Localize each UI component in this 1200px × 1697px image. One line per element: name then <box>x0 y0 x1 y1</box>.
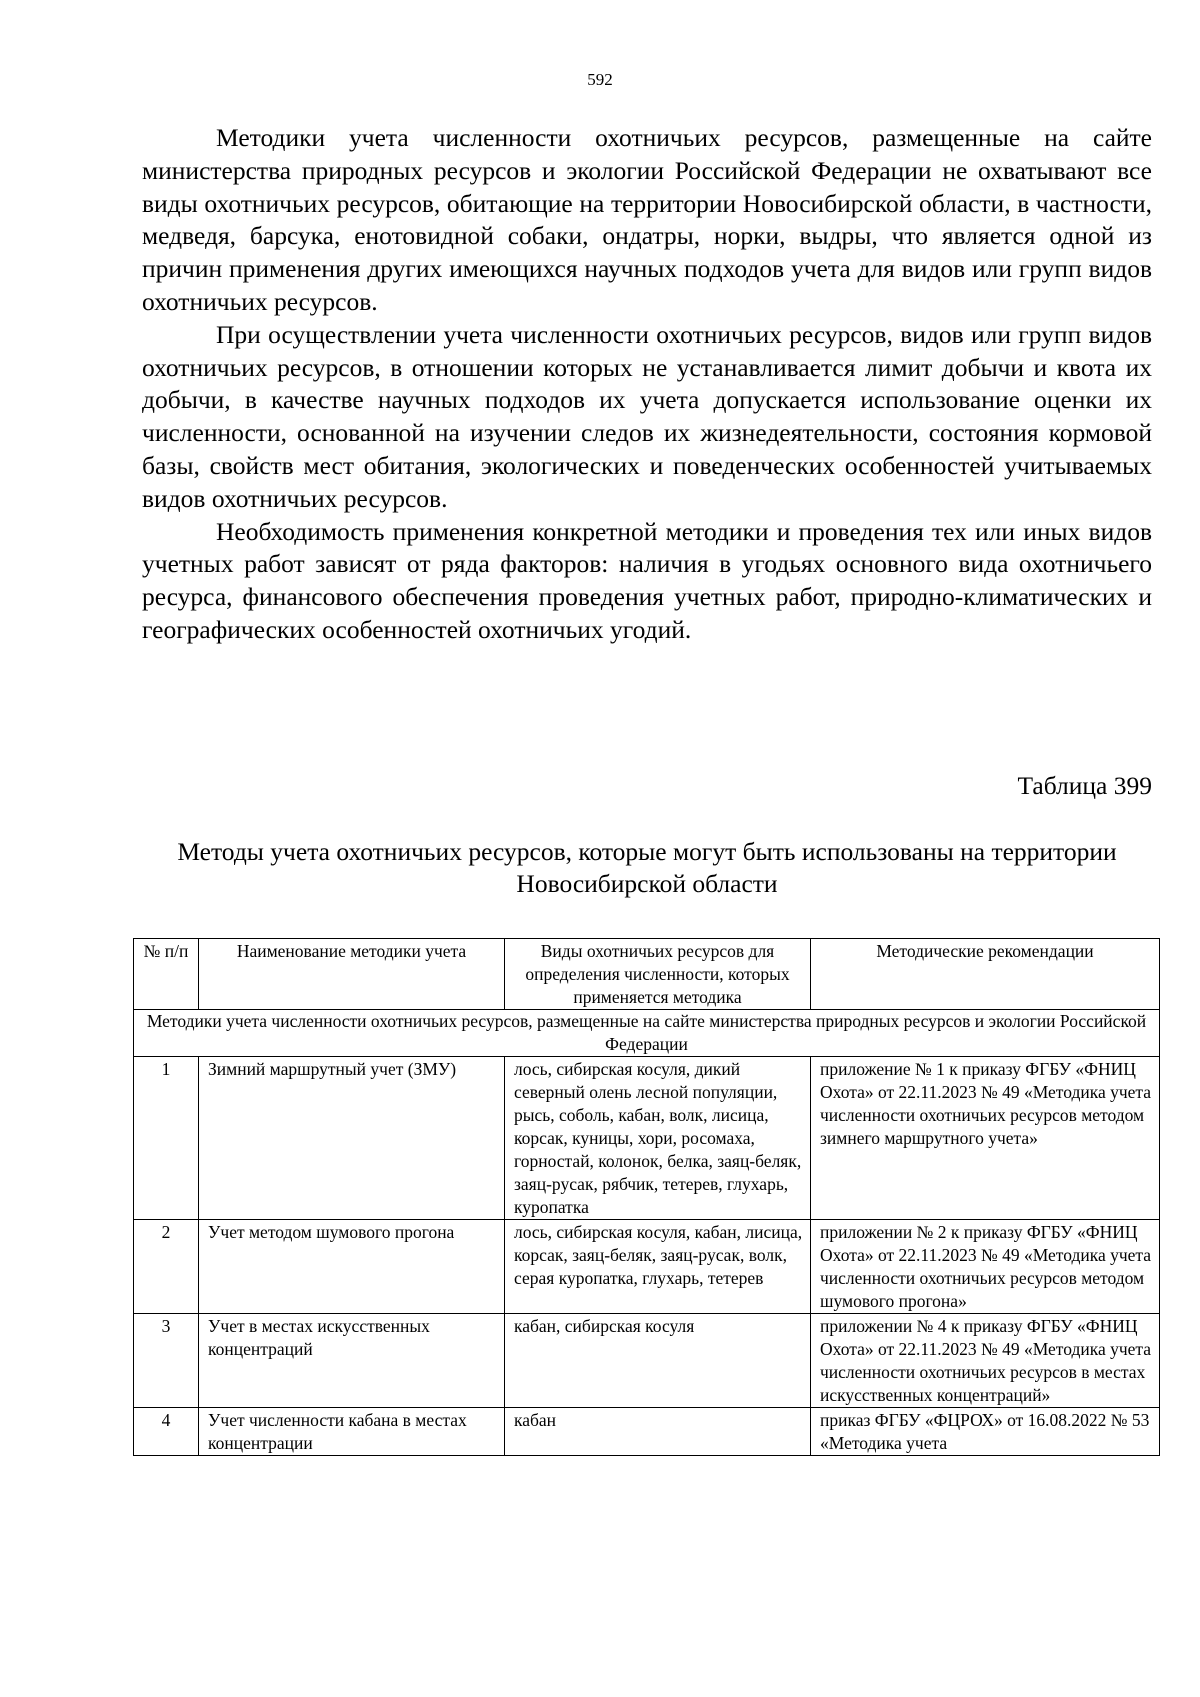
row-species: кабан <box>505 1408 811 1456</box>
row-num: 1 <box>134 1057 199 1220</box>
header-num: № п/п <box>134 939 199 1010</box>
table-header-row <box>134 939 1160 1010</box>
row-recommendations: приложении № 4 к приказу ФГБУ «ФНИЦ Охота» от 22.11.2023 № 49 «Методика учета численности охотничьих ресурсов в местах искусственных концентраций» <box>811 1314 1160 1408</box>
table-row <box>134 1314 1160 1408</box>
table-row <box>134 1408 1160 1456</box>
row-method: Зимний маршрутный учет (ЗМУ) <box>199 1057 505 1220</box>
table-section-row <box>134 1010 1160 1057</box>
row-species: лось, сибирская косуля, дикий северный олень лесной популяции, рысь, соболь, кабан, волк, лисица, корсак, куницы, хори, росомаха, горностай, колонок, белка, заяц-беляк, заяц-русак, рябчик, тетерев, глухарь, куропатка <box>505 1057 811 1220</box>
header-recommendations: Методические рекомендации <box>811 939 1160 1010</box>
header-species: Виды охотничьих ресурсов для определения численности, которых применяется методика <box>505 939 811 1010</box>
table-title: Методы учета охотничьих ресурсов, которые могут быть использованы на территории Новосибирской области <box>177 837 1117 898</box>
body-text <box>142 122 1152 647</box>
row-recommendations: приложение № 1 к приказу ФГБУ «ФНИЦ Охота» от 22.11.2023 № 49 «Методика учета численности охотничьих ресурсов методом зимнего маршрутного учета» <box>811 1057 1160 1220</box>
paragraph: Методики учета численности охотничьих ресурсов, размещенные на сайте министерства природных ресурсов и экологии Российской Федерации не охватывают все виды охотничьих ресурсов, обитающие на территории Новосибирской области, в частности, медведя, барсука, енотовидной собаки, ондатры, норки, выдры, что является одной из причин применения других имеющихся научных подходов учета для видов или групп видов охотничьих ресурсов. <box>142 123 1152 316</box>
header-method: Наименование методики учета <box>199 939 505 1010</box>
row-num: 2 <box>134 1220 199 1314</box>
row-method: Учет методом шумового прогона <box>199 1220 505 1314</box>
section-title: Методики учета численности охотничьих ресурсов, размещенные на сайте министерства природных ресурсов и экологии Российской Федерации <box>134 1010 1160 1057</box>
table-number: Таблица 399 <box>1017 771 1152 800</box>
row-recommendations: приложении № 2 к приказу ФГБУ «ФНИЦ Охота» от 22.11.2023 № 49 «Методика учета численности охотничьих ресурсов методом шумового прогона» <box>811 1220 1160 1314</box>
row-num: 4 <box>134 1408 199 1456</box>
row-method: Учет численности кабана в местах концентрации <box>199 1408 505 1456</box>
methods-table <box>133 938 1160 1456</box>
table-row <box>134 1220 1160 1314</box>
row-num: 3 <box>134 1314 199 1408</box>
row-recommendations: приказ ФГБУ «ФЦРОХ» от 16.08.2022 № 53 «Методика учета <box>811 1408 1160 1456</box>
paragraph: Необходимость применения конкретной методики и проведения тех или иных видов учетных работ зависят от ряда факторов: наличия в угодьях основного вида охотничьего ресурса, финансового обеспечения проведения учетных работ, природно-климатических и географических особенностей охотничьих угодий. <box>142 516 1152 644</box>
table-row <box>134 1057 1160 1220</box>
row-species: кабан, сибирская косуля <box>505 1314 811 1408</box>
row-method: Учет в местах искусственных концентраций <box>199 1314 505 1408</box>
page-number: 592 <box>587 70 613 89</box>
paragraph: При осуществлении учета численности охотничьих ресурсов, видов или групп видов охотничьих ресурсов, в отношении которых не устанавливается лимит добычи и квота их добычи, в качестве научных подходов их учета допускается использование оценки их численности, основанной на изучении следов их жизнедеятельности, состояния кормовой базы, свойств мест обитания, экологических и поведенческих особенностей учитываемых видов охотничьих ресурсов. <box>142 319 1152 513</box>
row-species: лось, сибирская косуля, кабан, лисица, корсак, заяц-беляк, заяц-русак, волк, серая куропатка, глухарь, тетерев <box>505 1220 811 1314</box>
